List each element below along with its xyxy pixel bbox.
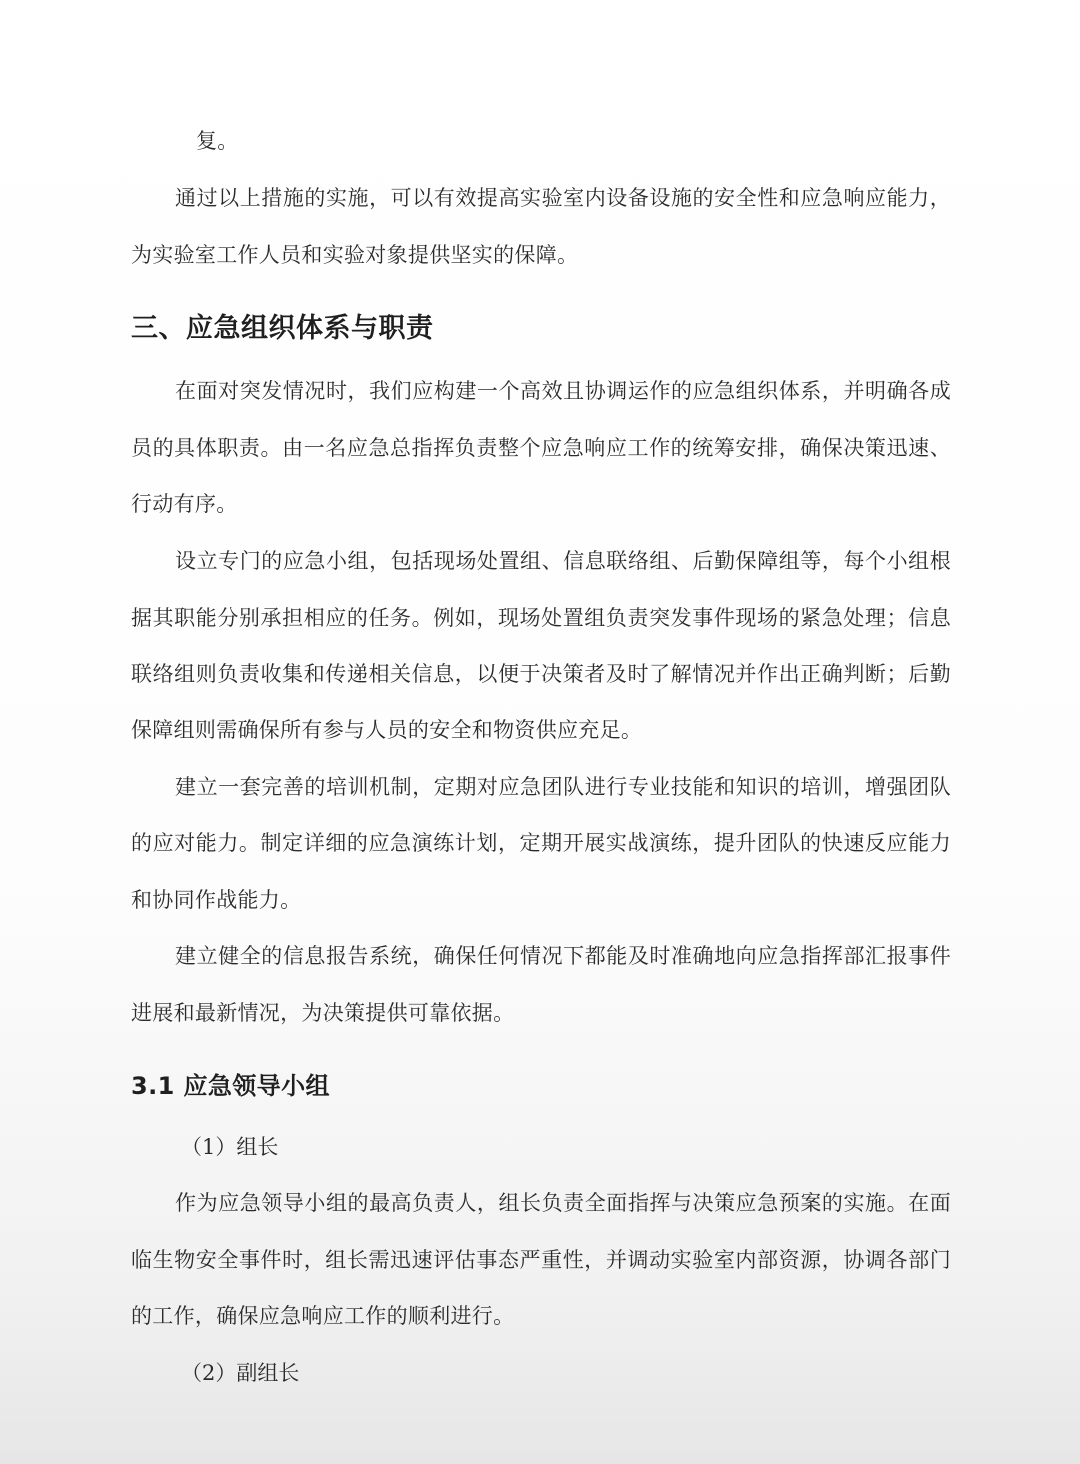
text-line: 在面对突发情况时，我们应构建一个高效且协调运作的应急组织体系，并明确各成 <box>175 379 951 403</box>
text-line: 作为应急领导小组的最高负责人，组长负责全面指挥与决策应急预案的实施。在面 <box>175 1191 951 1215</box>
text-line: 临生物安全事件时，组长需迅速评估事态严重性，并调动实验室内部资源，协调各部门 <box>131 1248 951 1272</box>
text-line: 进展和最新情况，为决策提供可靠依据。 <box>131 1001 515 1025</box>
sub-item-label: （2）副组长 <box>181 1361 300 1385</box>
text-line: 建立健全的信息报告系统，确保任何情况下都能及时准确地向应急指挥部汇报事件 <box>175 944 951 968</box>
text-line: 保障组则需确保所有参与人员的安全和物资供应充足。 <box>131 718 643 742</box>
sub-item-label: （1）组长 <box>181 1135 279 1159</box>
text-line: 联络组则负责收集和传递相关信息，以便于决策者及时了解情况并作出正确判断；后勤 <box>131 662 951 686</box>
text-line: 的工作，确保应急响应工作的顺利进行。 <box>131 1304 515 1328</box>
text-line: 为实验室工作人员和实验对象提供坚实的保障。 <box>131 243 579 267</box>
text-line: 行动有序。 <box>131 492 238 516</box>
text-line: 设立专门的应急小组，包括现场处置组、信息联络组、后勤保障组等，每个小组根 <box>175 549 951 573</box>
text-line: 和协同作战能力。 <box>131 888 302 912</box>
section-heading: 三、应急组织体系与职责 <box>131 313 434 344</box>
text-line: 据其职能分别承担相应的任务。例如，现场处置组负责突发事件现场的紧急处理；信息 <box>131 606 951 630</box>
text-line: 建立一套完善的培训机制，定期对应急团队进行专业技能和知识的培训，增强团队 <box>175 775 951 799</box>
text-line: 的应对能力。制定详细的应急演练计划，定期开展实战演练，提升团队的快速反应能力 <box>131 831 951 855</box>
text-line: 员的具体职责。由一名应急总指挥负责整个应急响应工作的统筹安排，确保决策迅速、 <box>131 436 951 460</box>
subsection-heading: 3.1 应急领导小组 <box>131 1072 330 1100</box>
text-line: 通过以上措施的实施，可以有效提高实验室内设备设施的安全性和应急响应能力， <box>175 186 951 210</box>
text-line: 复。 <box>196 129 239 153</box>
